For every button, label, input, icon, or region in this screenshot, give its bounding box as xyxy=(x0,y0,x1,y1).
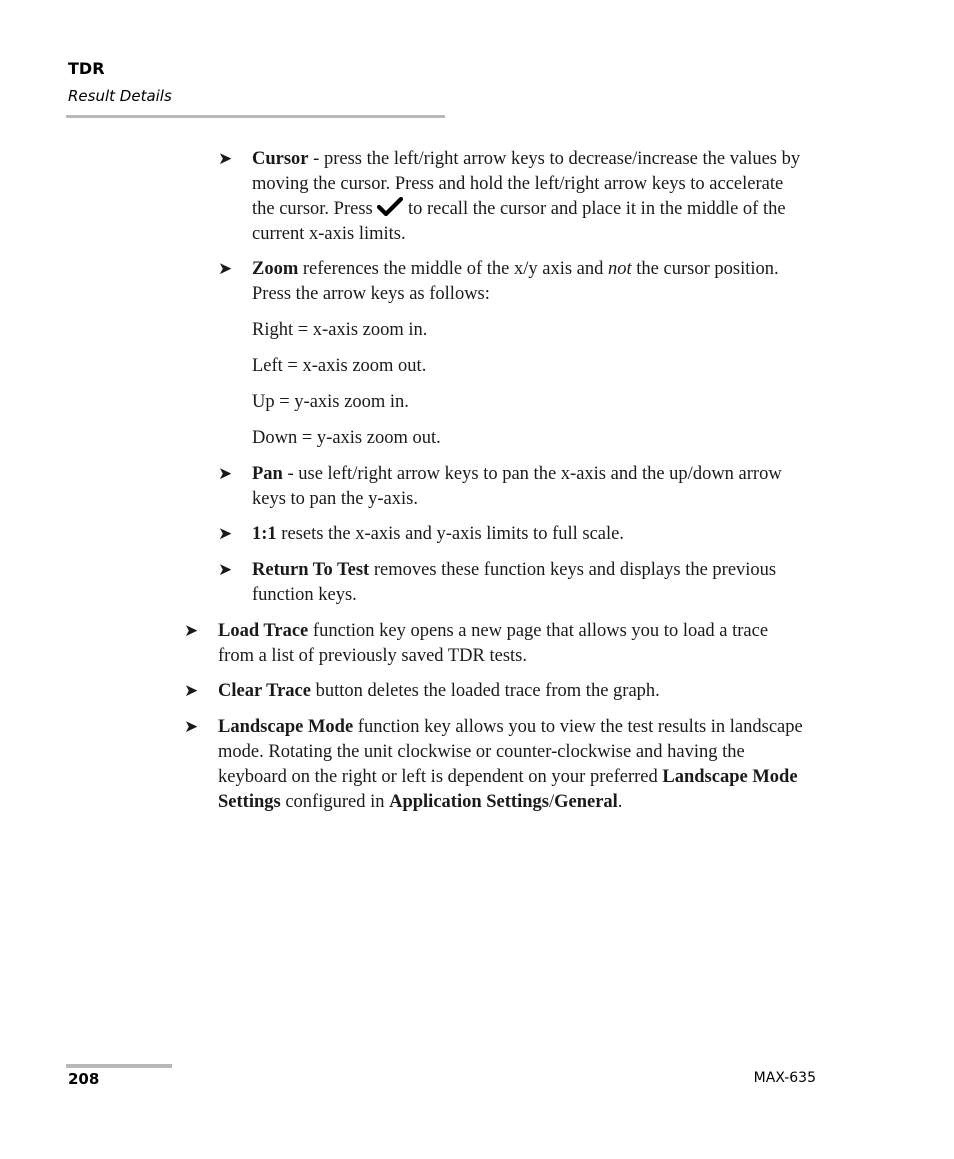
page-number: 208 xyxy=(68,1070,100,1088)
landscape-mode-paragraph: Landscape Mode function key allows you to view the test results in landscape mode. Rotating the unit clockwise or counter-clockwise and having the keyboard on the right or left is dependent on your preferred Landscape Mode Settings configured in Application Settings/General. xyxy=(218,717,803,812)
section-subtitle: Result Details xyxy=(68,87,172,105)
zoom-line-down: Down = y-axis zoom out. xyxy=(252,428,441,448)
term-landscape-mode-settings: Landscape Mode Settings xyxy=(218,767,798,812)
term-application-settings: Application Settings xyxy=(389,792,549,812)
footer-rule xyxy=(66,1064,172,1068)
clear-trace-paragraph: Clear Trace button deletes the loaded trace from the graph. xyxy=(218,681,660,701)
one-to-one-paragraph: 1:1 resets the x-axis and y-axis limits to full scale. xyxy=(252,524,624,544)
arrow-bullet-icon: ➤ xyxy=(184,717,199,737)
chapter-title: TDR xyxy=(68,59,105,78)
zoom-line-right: Right = x-axis zoom in. xyxy=(252,320,428,340)
arrow-bullet-icon: ➤ xyxy=(218,464,233,484)
arrow-bullet-icon: ➤ xyxy=(218,259,233,279)
term-zoom: Zoom xyxy=(252,259,299,279)
zoom-line-left: Left = x-axis zoom out. xyxy=(252,356,427,376)
arrow-bullet-icon: ➤ xyxy=(218,524,233,544)
term-one-to-one: 1:1 xyxy=(252,524,277,544)
product-model: MAX-635 xyxy=(753,1070,816,1086)
zoom-line-up: Up = y-axis zoom in. xyxy=(252,392,409,412)
checkmark-icon xyxy=(377,197,403,217)
cursor-paragraph: Cursor - press the left/right arrow keys to decrease/increase the values by moving the cursor. Press and hold the left/right arrow keys to accelerate the cursor. Press to recall the cursor and place it in the middle of the current x-axis limits. xyxy=(252,149,801,244)
load-trace-paragraph: Load Trace function key opens a new page that allows you to load a trace from a list of previously saved TDR tests. xyxy=(218,621,769,666)
list-item-pan xyxy=(218,462,808,512)
list-item-clear-trace xyxy=(184,679,808,704)
list-item-landscape-mode xyxy=(184,715,808,815)
arrow-bullet-icon: ➤ xyxy=(218,149,233,169)
arrow-bullet-icon: ➤ xyxy=(218,560,233,580)
term-clear-trace: Clear Trace xyxy=(218,681,311,701)
return-to-test-paragraph: Return To Test removes these function keys and displays the previous function keys. xyxy=(252,560,777,605)
emphasis-not: not xyxy=(608,259,632,279)
zoom-paragraph: Zoom references the middle of the x/y axis and not the cursor position. Press the arrow keys as follows: xyxy=(252,259,779,304)
header-rule xyxy=(66,115,445,118)
pan-paragraph: Pan - use left/right arrow keys to pan the x-axis and the up/down arrow keys to pan the y-axis. xyxy=(252,464,782,509)
term-general: General xyxy=(554,792,618,812)
list-item-return-to-test xyxy=(218,558,808,608)
term-cursor: Cursor xyxy=(252,149,309,169)
term-load-trace: Load Trace xyxy=(218,621,309,641)
list-item-cursor xyxy=(218,147,808,247)
list-item-one-to-one xyxy=(218,522,808,547)
arrow-bullet-icon: ➤ xyxy=(184,681,199,701)
list-item-zoom xyxy=(218,257,808,307)
term-landscape-mode: Landscape Mode xyxy=(218,717,354,737)
arrow-bullet-icon: ➤ xyxy=(184,621,199,641)
list-item-load-trace xyxy=(184,619,808,669)
term-pan: Pan xyxy=(252,464,283,484)
term-return-to-test: Return To Test xyxy=(252,560,370,580)
